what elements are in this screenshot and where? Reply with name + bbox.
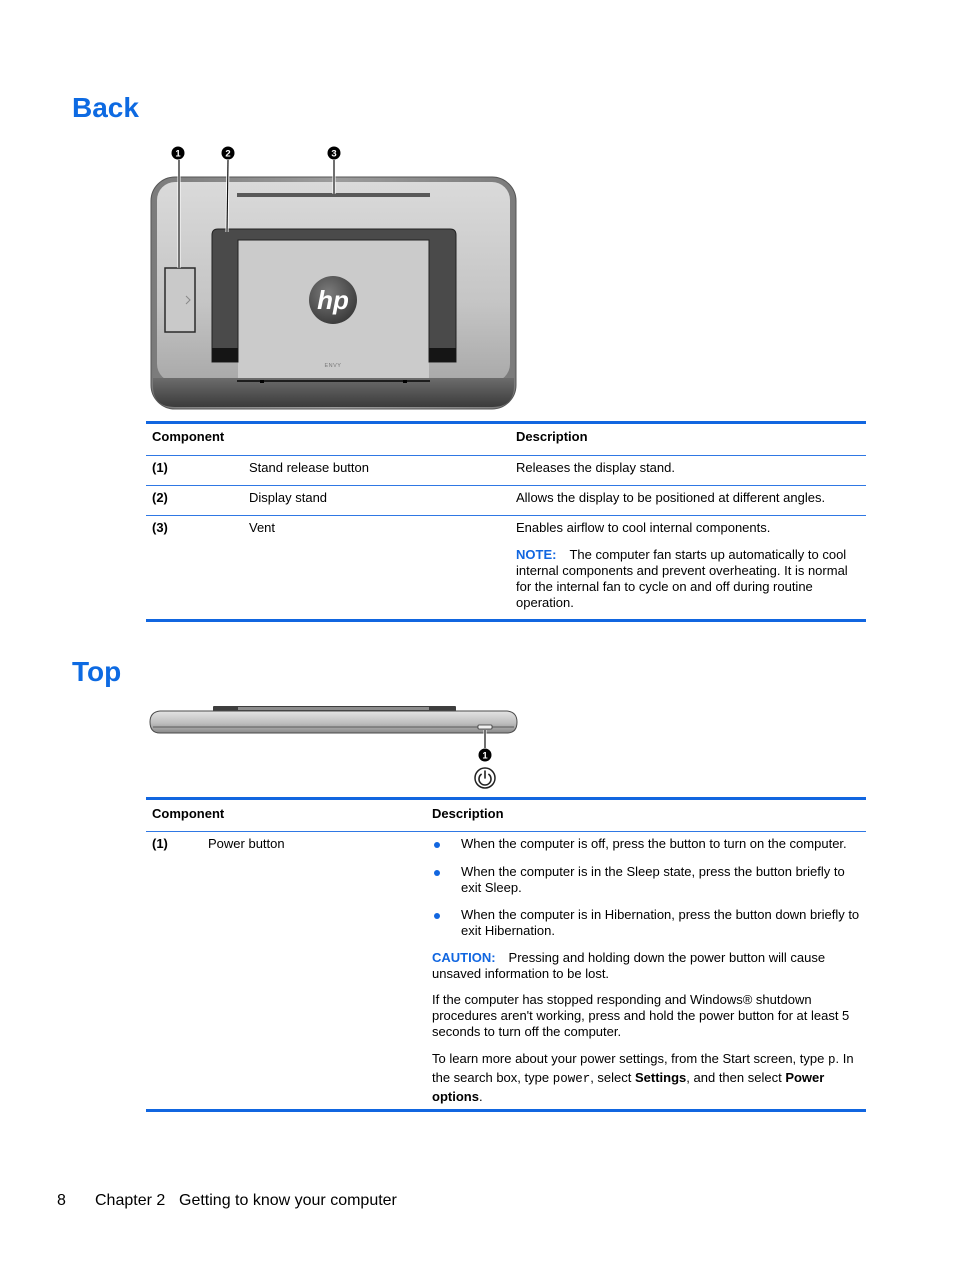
row-component: Display stand bbox=[249, 490, 328, 505]
text-run: , select bbox=[590, 1070, 635, 1085]
column-header-description: Description bbox=[516, 429, 588, 444]
caution-text: Pressing and holding down the power button will cause unsaved information to be lost. bbox=[432, 950, 826, 981]
bold-text: Power options bbox=[432, 1070, 825, 1104]
page-number: 8 bbox=[57, 1192, 66, 1209]
bottom-slot-mark-right bbox=[403, 380, 407, 383]
table-header-divider bbox=[146, 831, 866, 832]
power-settings-paragraph bbox=[432, 1050, 860, 1105]
row-description: Allows the display to be positioned at different angles. bbox=[516, 490, 826, 505]
callout-number-1: 1 bbox=[175, 148, 181, 160]
section-heading-top: Top bbox=[72, 656, 122, 687]
bullet-icon bbox=[434, 913, 440, 919]
device-profile bbox=[150, 711, 517, 733]
text-run: . bbox=[478, 1089, 483, 1104]
row-component: Vent bbox=[249, 520, 276, 535]
row-number: (1) bbox=[152, 836, 168, 851]
device-model-label: ENVY bbox=[324, 363, 342, 369]
callout-number-3: 3 bbox=[331, 148, 337, 160]
table-row-divider bbox=[146, 515, 866, 516]
column-header-component: Component bbox=[152, 429, 225, 444]
text-run: , and then select bbox=[686, 1070, 786, 1085]
callout-number-1: 1 bbox=[482, 750, 488, 762]
note-callout bbox=[516, 547, 856, 611]
table-row-divider bbox=[146, 485, 866, 486]
callout-number-2: 2 bbox=[225, 148, 231, 160]
caution-callout bbox=[432, 950, 860, 982]
row-component: Power button bbox=[208, 836, 285, 851]
top-view-illustration bbox=[145, 700, 525, 795]
list-item-text: When the computer is off, press the button to turn on the computer. bbox=[461, 836, 847, 851]
power-button-hardware bbox=[478, 725, 492, 729]
stand-foot-left bbox=[212, 348, 238, 362]
row-component: Stand release button bbox=[249, 460, 369, 475]
power-icon bbox=[475, 768, 495, 788]
table-bottom-border bbox=[146, 619, 866, 622]
table-top-border bbox=[146, 797, 866, 800]
list-item-text: When the computer is in Hibernation, press the button down briefly to exit Hibernation. bbox=[461, 907, 860, 938]
bullet-icon bbox=[434, 870, 440, 876]
text-run: . In the search box, type bbox=[432, 1051, 854, 1085]
column-header-description: Description bbox=[432, 806, 504, 821]
row-number: (3) bbox=[152, 520, 168, 535]
bold-text: Settings bbox=[635, 1070, 687, 1085]
row-description: Releases the display stand. bbox=[516, 460, 675, 475]
back-view-illustration bbox=[145, 143, 525, 415]
hp-logo-lettering: hp bbox=[317, 285, 349, 315]
code-text: p bbox=[827, 1053, 836, 1067]
section-heading-back: Back bbox=[72, 92, 139, 123]
unresponsive-shutdown-paragraph: If the computer has stopped responding and Windows® shutdown procedures aren't working, press and hold the power button for at least 5 seconds to turn off the computer. bbox=[432, 992, 850, 1039]
text-run: To learn more about your power settings, from the Start screen, type bbox=[432, 1051, 828, 1066]
table-header-divider bbox=[146, 455, 866, 456]
code-text: power bbox=[552, 1072, 591, 1086]
device-bottom-band bbox=[153, 378, 514, 407]
list-item bbox=[432, 907, 860, 939]
row-number: (2) bbox=[152, 490, 168, 505]
column-header-component: Component bbox=[152, 806, 225, 821]
caution-label: CAUTION: bbox=[432, 950, 496, 965]
table-top-border bbox=[146, 421, 866, 424]
stand-top-bar-inner bbox=[238, 707, 429, 710]
list-item bbox=[432, 836, 860, 852]
row-description: Enables airflow to cool internal components. bbox=[516, 520, 771, 535]
note-text: The computer fan starts up automatically to cool internal components and prevent overheating. It is normal for the internal fan to cycle on and off during routine operation. bbox=[516, 547, 848, 610]
bottom-slot-mark-left bbox=[260, 380, 264, 383]
chapter-label: Chapter 2 bbox=[95, 1192, 166, 1209]
stand-foot-right bbox=[429, 348, 456, 362]
note-label: NOTE: bbox=[516, 547, 557, 562]
chapter-title: Getting to know your computer bbox=[179, 1192, 397, 1209]
table-bottom-border bbox=[146, 1109, 866, 1112]
list-item-text: When the computer is in the Sleep state, press the button briefly to exit Sleep. bbox=[461, 864, 845, 895]
list-item bbox=[432, 864, 860, 896]
bullet-icon bbox=[434, 842, 440, 848]
row-number: (1) bbox=[152, 460, 168, 475]
